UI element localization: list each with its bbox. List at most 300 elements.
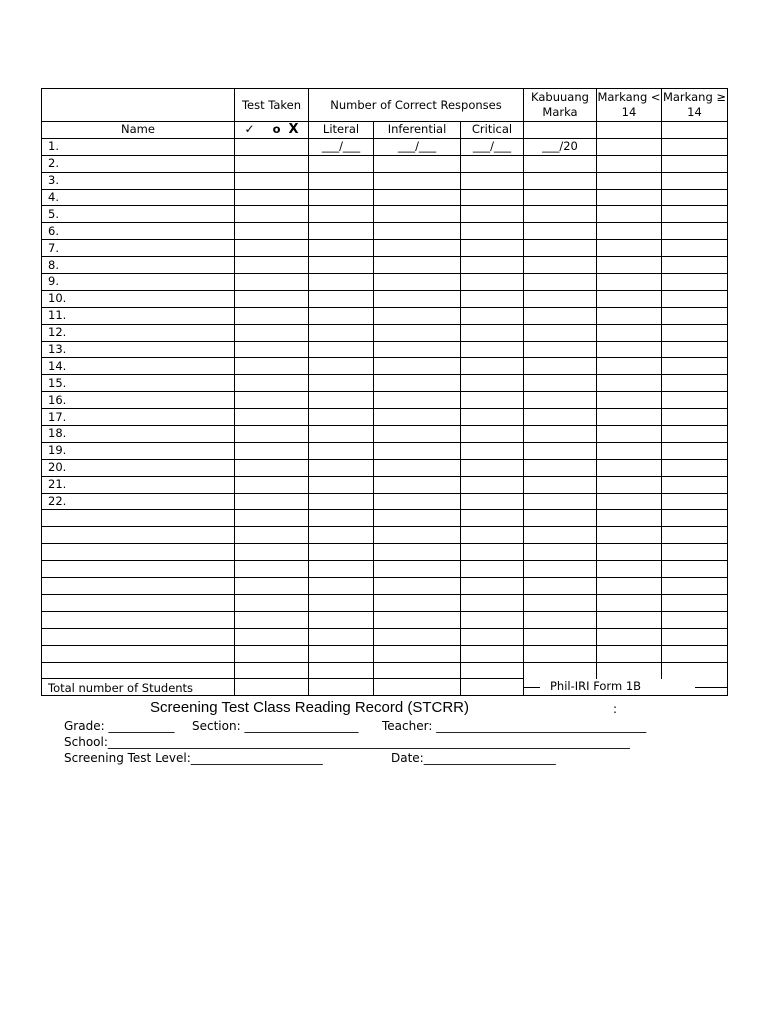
student-name-cell: 15. xyxy=(42,375,235,392)
literal-cell xyxy=(309,628,374,645)
literal-cell xyxy=(309,459,374,476)
school-field: School:_______________________________________________________________________________________ xyxy=(64,735,630,749)
form-code-cell xyxy=(524,679,728,696)
table-row xyxy=(42,274,728,291)
student-name-cell xyxy=(42,578,235,595)
inferential-cell xyxy=(374,628,461,645)
total-score-cell xyxy=(524,442,597,459)
student-name-cell: 21. xyxy=(42,476,235,493)
total-score-cell xyxy=(524,240,597,257)
critical-cell xyxy=(461,493,524,510)
table-row xyxy=(42,561,728,578)
student-name-cell xyxy=(42,611,235,628)
score-above-cell xyxy=(662,392,728,409)
student-name-cell xyxy=(42,594,235,611)
literal-cell xyxy=(309,274,374,291)
literal-cell xyxy=(309,240,374,257)
score-above-cell xyxy=(662,240,728,257)
score-below-cell xyxy=(597,476,662,493)
critical-cell xyxy=(461,527,524,544)
total-score-cell xyxy=(524,257,597,274)
total-score-cell xyxy=(524,189,597,206)
total-score-cell xyxy=(524,645,597,662)
score-below-cell xyxy=(597,392,662,409)
date-field: Date:______________________ xyxy=(391,751,556,765)
table-row xyxy=(42,358,728,375)
total-score-cell xyxy=(524,358,597,375)
score-below-cell xyxy=(597,409,662,426)
test-taken-cell xyxy=(235,578,309,595)
critical-cell xyxy=(461,274,524,291)
student-name-cell: 11. xyxy=(42,307,235,324)
header-blank-cell xyxy=(524,122,597,139)
table-row xyxy=(42,510,728,527)
score-above-cell xyxy=(662,138,728,155)
critical-cell xyxy=(461,358,524,375)
score-above-cell xyxy=(662,594,728,611)
form-code-wrap xyxy=(524,679,727,695)
student-name-cell: 13. xyxy=(42,341,235,358)
score-above-cell xyxy=(662,307,728,324)
student-name-cell: 10. xyxy=(42,290,235,307)
literal-cell xyxy=(309,189,374,206)
inferential-cell xyxy=(374,561,461,578)
score-below-cell xyxy=(597,611,662,628)
literal-cell xyxy=(309,594,374,611)
critical-cell xyxy=(461,223,524,240)
table-row xyxy=(42,290,728,307)
total-blank-cell xyxy=(374,679,461,696)
teacher-field: Teacher: ___________________________________ xyxy=(382,719,647,733)
inferential-cell xyxy=(374,206,461,223)
score-above-cell xyxy=(662,324,728,341)
table-row xyxy=(42,206,728,223)
test-taken-header: Test Taken xyxy=(235,89,309,122)
literal-cell xyxy=(309,476,374,493)
test-taken-cell xyxy=(235,662,309,679)
table-row xyxy=(42,189,728,206)
test-taken-symbols-cell xyxy=(235,122,309,139)
literal-cell xyxy=(309,493,374,510)
score-above-cell xyxy=(662,426,728,443)
critical-cell xyxy=(461,341,524,358)
total-score-cell xyxy=(524,223,597,240)
total-score-cell xyxy=(524,544,597,561)
student-name-cell xyxy=(42,561,235,578)
test-taken-cell xyxy=(235,611,309,628)
inferential-cell xyxy=(374,662,461,679)
literal-cell xyxy=(309,510,374,527)
total-score-cell xyxy=(524,155,597,172)
student-name-cell: 2. xyxy=(42,155,235,172)
score-above-cell xyxy=(662,189,728,206)
total-score-cell xyxy=(524,578,597,595)
inferential-cell xyxy=(374,155,461,172)
score-above-cell xyxy=(662,527,728,544)
table-row xyxy=(42,426,728,443)
score-below-cell xyxy=(597,307,662,324)
student-name-cell xyxy=(42,544,235,561)
literal-cell xyxy=(309,527,374,544)
test-taken-cell xyxy=(235,324,309,341)
table-row xyxy=(42,223,728,240)
table-row xyxy=(42,172,728,189)
student-name-cell xyxy=(42,645,235,662)
test-taken-cell xyxy=(235,206,309,223)
critical-cell xyxy=(461,189,524,206)
inferential-header: Inferential xyxy=(374,122,461,139)
score-above-cell xyxy=(662,510,728,527)
score-above-cell xyxy=(662,358,728,375)
test-taken-cell xyxy=(235,138,309,155)
total-score-cell xyxy=(524,561,597,578)
section-field: Section: ___________________ xyxy=(192,719,359,733)
test-taken-cell xyxy=(235,409,309,426)
score-below-cell xyxy=(597,189,662,206)
total-score-header: Kabuuang Marka xyxy=(524,89,597,122)
critical-cell: ___/___ xyxy=(461,138,524,155)
critical-cell xyxy=(461,409,524,426)
total-score-cell xyxy=(524,662,597,679)
critical-header: Critical xyxy=(461,122,524,139)
student-name-cell: 17. xyxy=(42,409,235,426)
student-name-cell: 20. xyxy=(42,459,235,476)
score-below-cell xyxy=(597,240,662,257)
table-row xyxy=(42,155,728,172)
literal-cell xyxy=(309,662,374,679)
score-below-cell xyxy=(597,155,662,172)
header-blank-cell xyxy=(597,122,662,139)
score-above-cell xyxy=(662,476,728,493)
literal-cell xyxy=(309,392,374,409)
inferential-cell xyxy=(374,375,461,392)
critical-cell xyxy=(461,645,524,662)
score-below-cell xyxy=(597,527,662,544)
score-above-cell xyxy=(662,544,728,561)
inferential-cell xyxy=(374,189,461,206)
total-score-cell xyxy=(524,611,597,628)
score-below-cell xyxy=(597,561,662,578)
table-row xyxy=(42,645,728,662)
literal-cell xyxy=(309,409,374,426)
score-below-cell xyxy=(597,172,662,189)
total-score-cell xyxy=(524,527,597,544)
score-above-cell xyxy=(662,578,728,595)
score-above-cell xyxy=(662,493,728,510)
table-row xyxy=(42,138,728,155)
score-above-cell xyxy=(662,645,728,662)
inferential-cell xyxy=(374,341,461,358)
test-taken-cell xyxy=(235,493,309,510)
critical-cell xyxy=(461,290,524,307)
total-students-row xyxy=(42,679,728,696)
test-taken-cell xyxy=(235,544,309,561)
score-above-cell xyxy=(662,341,728,358)
inferential-cell xyxy=(374,172,461,189)
test-taken-cell xyxy=(235,392,309,409)
total-score-cell xyxy=(524,409,597,426)
table-row xyxy=(42,459,728,476)
inferential-cell xyxy=(374,527,461,544)
score-above-cell xyxy=(662,409,728,426)
literal-cell xyxy=(309,324,374,341)
critical-cell xyxy=(461,662,524,679)
literal-header: Literal xyxy=(309,122,374,139)
critical-cell xyxy=(461,442,524,459)
class-reading-record-table xyxy=(41,88,728,696)
table-row xyxy=(42,409,728,426)
critical-cell xyxy=(461,544,524,561)
header-blank-cell xyxy=(662,122,728,139)
literal-cell xyxy=(309,223,374,240)
score-below-cell xyxy=(597,628,662,645)
literal-cell xyxy=(309,544,374,561)
score-below-cell xyxy=(597,290,662,307)
score-above-cell xyxy=(662,155,728,172)
test-taken-cell xyxy=(235,257,309,274)
score-below-cell xyxy=(597,274,662,291)
test-taken-cell xyxy=(235,561,309,578)
test-taken-cell xyxy=(235,189,309,206)
score-below-cell xyxy=(597,341,662,358)
total-score-cell xyxy=(524,341,597,358)
table-row xyxy=(42,527,728,544)
table-row xyxy=(42,594,728,611)
inferential-cell xyxy=(374,223,461,240)
score-below-cell xyxy=(597,662,662,679)
total-score-cell xyxy=(524,206,597,223)
test-taken-cell xyxy=(235,155,309,172)
critical-cell xyxy=(461,155,524,172)
critical-cell xyxy=(461,476,524,493)
title-colon: : xyxy=(613,702,618,716)
critical-cell xyxy=(461,628,524,645)
table-row xyxy=(42,628,728,645)
test-taken-cell xyxy=(235,375,309,392)
test-taken-cell xyxy=(235,628,309,645)
critical-cell xyxy=(461,578,524,595)
score-above-cell xyxy=(662,223,728,240)
total-score-cell xyxy=(524,426,597,443)
critical-cell xyxy=(461,172,524,189)
total-blank-cell xyxy=(461,679,524,696)
student-name-cell: 6. xyxy=(42,223,235,240)
table-row xyxy=(42,257,728,274)
literal-cell xyxy=(309,341,374,358)
critical-cell xyxy=(461,510,524,527)
score-above-cell xyxy=(662,662,728,679)
total-score-cell xyxy=(524,307,597,324)
literal-cell xyxy=(309,290,374,307)
test-taken-cell xyxy=(235,442,309,459)
test-taken-cell xyxy=(235,594,309,611)
table-row xyxy=(42,544,728,561)
student-name-cell: 8. xyxy=(42,257,235,274)
score-below-cell xyxy=(597,510,662,527)
test-taken-cell xyxy=(235,459,309,476)
score-below-cell xyxy=(597,324,662,341)
student-name-cell: 14. xyxy=(42,358,235,375)
score-below-cell xyxy=(597,459,662,476)
critical-cell xyxy=(461,375,524,392)
inferential-cell xyxy=(374,476,461,493)
inferential-cell xyxy=(374,510,461,527)
table-row xyxy=(42,493,728,510)
total-score-cell xyxy=(524,274,597,291)
form-title: Screening Test Class Reading Record (STCRR) xyxy=(150,699,470,716)
score-below-cell xyxy=(597,358,662,375)
x-icon: X xyxy=(288,122,299,138)
total-score-cell xyxy=(524,476,597,493)
test-taken-cell xyxy=(235,172,309,189)
inferential-cell xyxy=(374,645,461,662)
score-above-cell xyxy=(662,611,728,628)
score-above-cell xyxy=(662,561,728,578)
student-name-cell: 22. xyxy=(42,493,235,510)
inferential-cell xyxy=(374,257,461,274)
screening-level-field: Screening Test Level:______________________ xyxy=(64,751,323,765)
critical-cell xyxy=(461,459,524,476)
inferential-cell xyxy=(374,290,461,307)
total-score-cell xyxy=(524,628,597,645)
student-name-cell: 3. xyxy=(42,172,235,189)
student-name-cell: 1. xyxy=(42,138,235,155)
student-name-cell: 4. xyxy=(42,189,235,206)
score-below-cell xyxy=(597,223,662,240)
student-name-cell: 16. xyxy=(42,392,235,409)
critical-cell xyxy=(461,392,524,409)
score-below-cell xyxy=(597,645,662,662)
table-row xyxy=(42,324,728,341)
literal-cell xyxy=(309,561,374,578)
form-code-rule xyxy=(524,687,540,688)
test-taken-cell xyxy=(235,527,309,544)
score-above-cell xyxy=(662,628,728,645)
total-blank-cell xyxy=(309,679,374,696)
test-taken-cell xyxy=(235,510,309,527)
grade-field: Grade: ___________ xyxy=(64,719,175,733)
score-below-cell xyxy=(597,257,662,274)
score-above-cell xyxy=(662,459,728,476)
inferential-cell: ___/___ xyxy=(374,138,461,155)
name-header: Name xyxy=(42,122,235,139)
score-below-cell xyxy=(597,206,662,223)
score-above-cell xyxy=(662,172,728,189)
score-above-cell xyxy=(662,375,728,392)
test-taken-cell xyxy=(235,307,309,324)
header-empty-cell xyxy=(42,89,235,122)
inferential-cell xyxy=(374,274,461,291)
test-taken-cell xyxy=(235,290,309,307)
test-taken-cell xyxy=(235,341,309,358)
student-name-cell: 9. xyxy=(42,274,235,291)
literal-cell xyxy=(309,307,374,324)
literal-cell xyxy=(309,375,374,392)
score-below-cell xyxy=(597,442,662,459)
student-name-cell xyxy=(42,510,235,527)
critical-cell xyxy=(461,307,524,324)
test-taken-cell xyxy=(235,426,309,443)
table-row xyxy=(42,240,728,257)
total-score-cell xyxy=(524,290,597,307)
form-code-rule xyxy=(695,687,727,688)
literal-cell xyxy=(309,257,374,274)
inferential-cell xyxy=(374,240,461,257)
total-blank-cell xyxy=(235,679,309,696)
test-taken-cell xyxy=(235,274,309,291)
table-row xyxy=(42,392,728,409)
score-below-cell xyxy=(597,138,662,155)
total-score-cell xyxy=(524,459,597,476)
total-score-cell xyxy=(524,510,597,527)
or-symbol: o xyxy=(272,122,281,137)
total-score-cell xyxy=(524,172,597,189)
literal-cell xyxy=(309,578,374,595)
total-score-cell xyxy=(524,493,597,510)
student-name-cell: 5. xyxy=(42,206,235,223)
student-name-cell xyxy=(42,628,235,645)
test-taken-cell xyxy=(235,223,309,240)
total-score-cell xyxy=(524,594,597,611)
literal-cell xyxy=(309,172,374,189)
inferential-cell xyxy=(374,358,461,375)
literal-cell: ___/___ xyxy=(309,138,374,155)
inferential-cell xyxy=(374,544,461,561)
critical-cell xyxy=(461,257,524,274)
test-taken-cell xyxy=(235,240,309,257)
score-above-cell xyxy=(662,274,728,291)
inferential-cell xyxy=(374,442,461,459)
score-above-cell xyxy=(662,442,728,459)
header-row-2 xyxy=(42,122,728,139)
critical-cell xyxy=(461,206,524,223)
test-taken-cell xyxy=(235,358,309,375)
critical-cell xyxy=(461,426,524,443)
student-name-cell xyxy=(42,662,235,679)
literal-cell xyxy=(309,358,374,375)
total-score-cell xyxy=(524,375,597,392)
table-row xyxy=(42,442,728,459)
literal-cell xyxy=(309,155,374,172)
critical-cell xyxy=(461,611,524,628)
score-below-14-header: Markang < 14 xyxy=(597,89,662,122)
inferential-cell xyxy=(374,578,461,595)
total-students-label: Total number of Students xyxy=(42,679,235,696)
test-taken-cell xyxy=(235,476,309,493)
inferential-cell xyxy=(374,392,461,409)
inferential-cell xyxy=(374,324,461,341)
student-name-cell xyxy=(42,527,235,544)
literal-cell xyxy=(309,442,374,459)
score-above-cell xyxy=(662,290,728,307)
score-above-cell xyxy=(662,257,728,274)
total-score-cell xyxy=(524,324,597,341)
literal-cell xyxy=(309,611,374,628)
table-row xyxy=(42,578,728,595)
critical-cell xyxy=(461,324,524,341)
critical-cell xyxy=(461,240,524,257)
inferential-cell xyxy=(374,426,461,443)
table-row xyxy=(42,375,728,392)
total-score-cell: ___/20 xyxy=(524,138,597,155)
score-above-14-header: Markang ≥ 14 xyxy=(662,89,728,122)
inferential-cell xyxy=(374,409,461,426)
score-below-cell xyxy=(597,544,662,561)
inferential-cell xyxy=(374,493,461,510)
correct-responses-header: Number of Correct Responses xyxy=(309,89,524,122)
header-row-1 xyxy=(42,89,728,122)
critical-cell xyxy=(461,561,524,578)
